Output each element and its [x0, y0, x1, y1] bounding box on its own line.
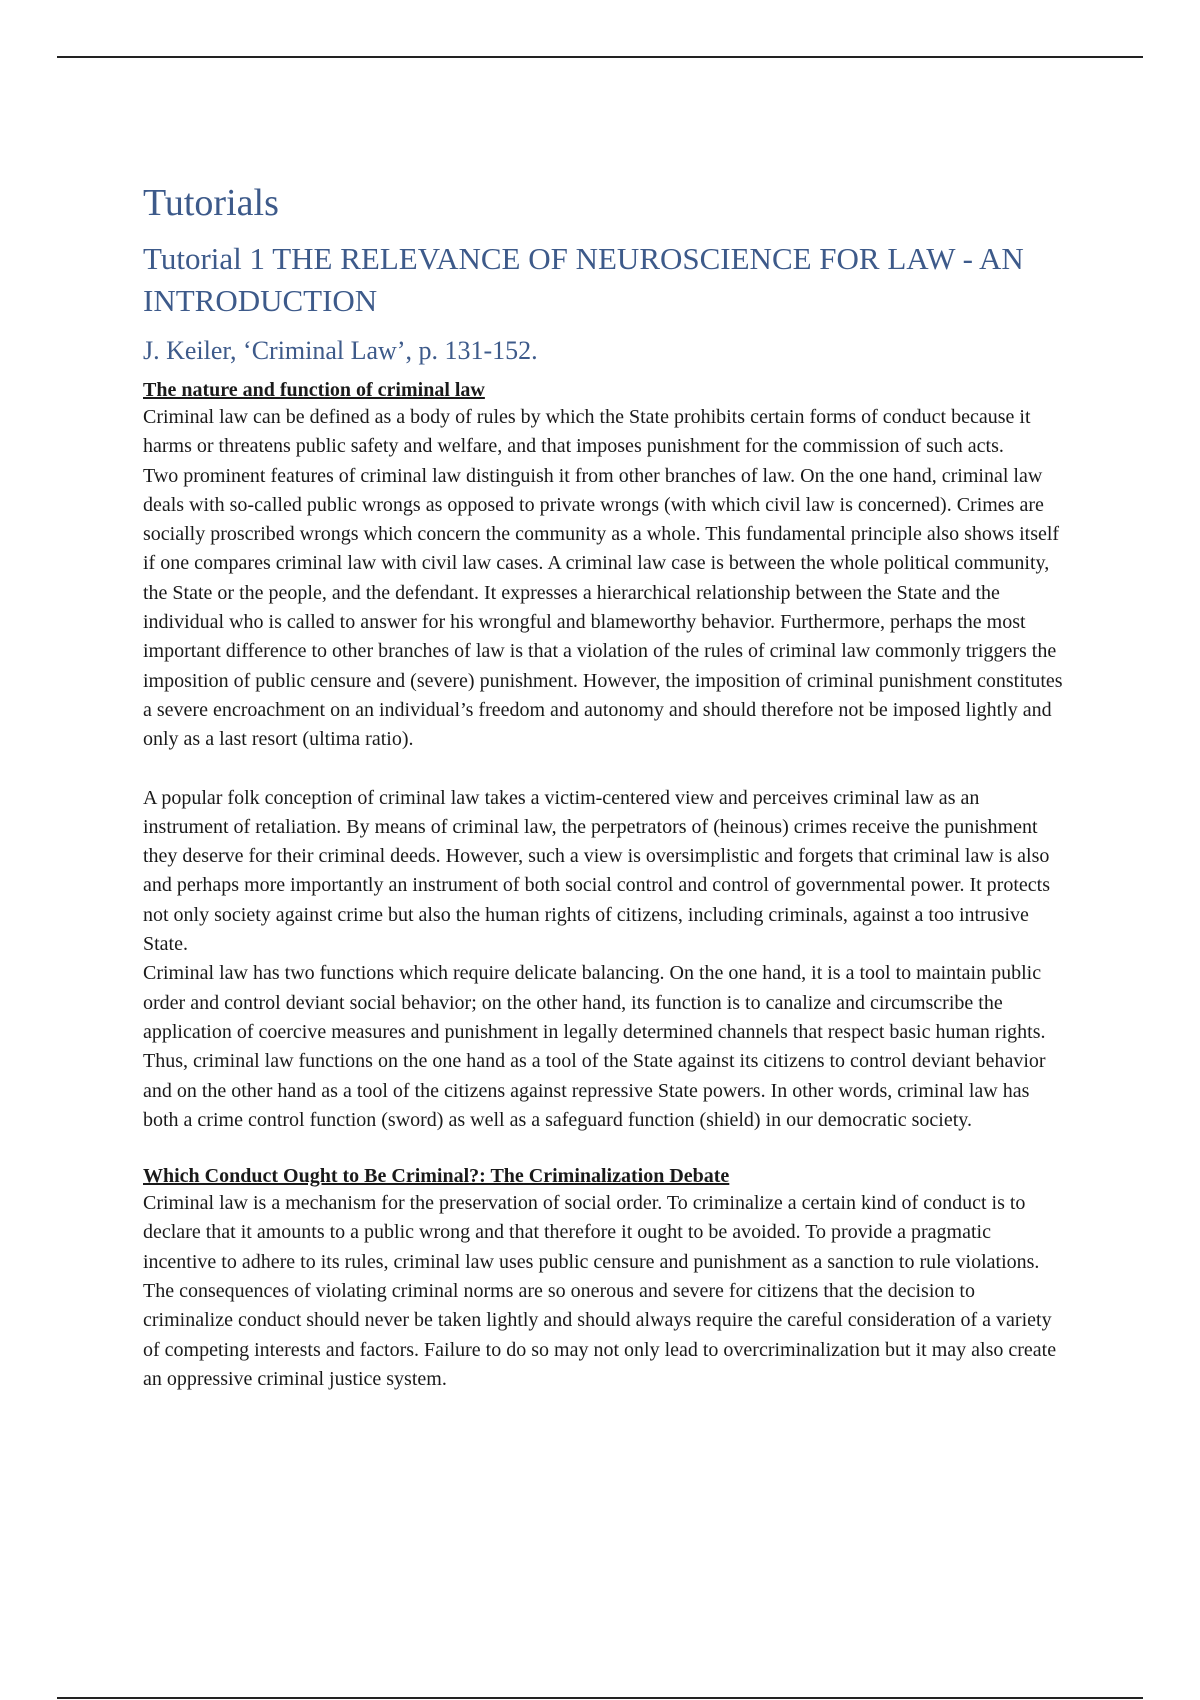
document-body — [143, 178, 1068, 1394]
paragraph: Criminal law can be defined as a body of rules by which the State prohibits certain forms of conduct because it harms or threatens public safety and welfare, and that imposes punishment for the commission of such acts. — [143, 406, 1031, 458]
section-heading: The nature and function of criminal law — [143, 379, 485, 401]
section-nature-function — [143, 378, 1068, 1135]
footer-rule — [57, 1697, 1143, 1699]
header-rule — [57, 56, 1143, 58]
paragraph: Criminal law is a mechanism for the preservation of social order. To criminalize a certain kind of conduct is to declare that it amounts to a public wrong and that therefore it ought to be avoided. To provide a pragmatic incentive to adhere to its rules, criminal law uses public censure and punishment as a sanction to rule violations. The consequences of violating criminal norms are so onerous and severe for citizens that the decision to criminalize conduct should never be taken lightly and should always require the careful consideration of a variety of competing interests and factors. Failure to do so may not only lead to overcriminalization but it may also create an oppressive criminal justice system. — [143, 1192, 1057, 1390]
paragraph-spacer — [143, 755, 1068, 784]
paragraph: Two prominent features of criminal law distinguish it from other branches of law. On the one hand, criminal law deals with so-called public wrongs as opposed to private wrongs (with which civil law is concerned). Crimes are socially proscribed wrongs which concern the community as a whole. This fundamental principle also shows itself if one compares criminal law with civil law cases. A criminal law case is between the whole political community, the State or the people, and the defendant. It expresses a hierarchical relationship between the State and the individual who is called to answer for his wrongful and blameworthy behavior. Furthermore, perhaps the most important difference to other branches of law is that a violation of the rules of criminal law commonly triggers the imposition of public censure and (severe) punishment. However, the imposition of criminal punishment constitutes a severe encroachment on an individual’s freedom and autonomy and should therefore not be imposed lightly and only as a last resort (ultima ratio). — [143, 464, 1063, 751]
section-criminalization-debate — [143, 1164, 1068, 1394]
section-spacer — [143, 1135, 1068, 1164]
paragraph: Criminal law has two functions which require delicate balancing. On the one hand, it is a tool to maintain public order and control deviant social behavior; on the other hand, its function is to canalize and circumscribe the application of coercive measures and punishment in legally determined channels that respect basic human rights. Thus, criminal law functions on the one hand as a tool of the State against its citizens to control deviant behavior and on the other hand as a tool of the citizens against repressive State powers. In other words, criminal law has both a crime control function (sword) as well as a safeguard function (shield) in our democratic society. — [143, 962, 1046, 1131]
document-title: Tutorials — [143, 182, 279, 224]
section-heading: Which Conduct Ought to Be Criminal?: The Criminalization Debate — [143, 1165, 730, 1188]
reference-heading: J. Keiler, ‘Criminal Law’, p. 131-152. — [143, 336, 538, 365]
tutorial-heading: Tutorial 1 THE RELEVANCE OF NEUROSCIENCE FOR LAW - AN INTRODUCTION — [143, 241, 1024, 318]
paragraph: A popular folk conception of criminal law takes a victim-centered view and perceives criminal law as an instrument of retaliation. By means of criminal law, the perpetrators of (heinous) crimes receive the punishment they deserve for their criminal deeds. However, such a view is oversimplistic and forgets that criminal law is also and perhaps more importantly an instrument of both social control and control of governmental power. It protects not only society against crime but also the human rights of citizens, including criminals, against a too intrusive State. — [143, 786, 1050, 956]
